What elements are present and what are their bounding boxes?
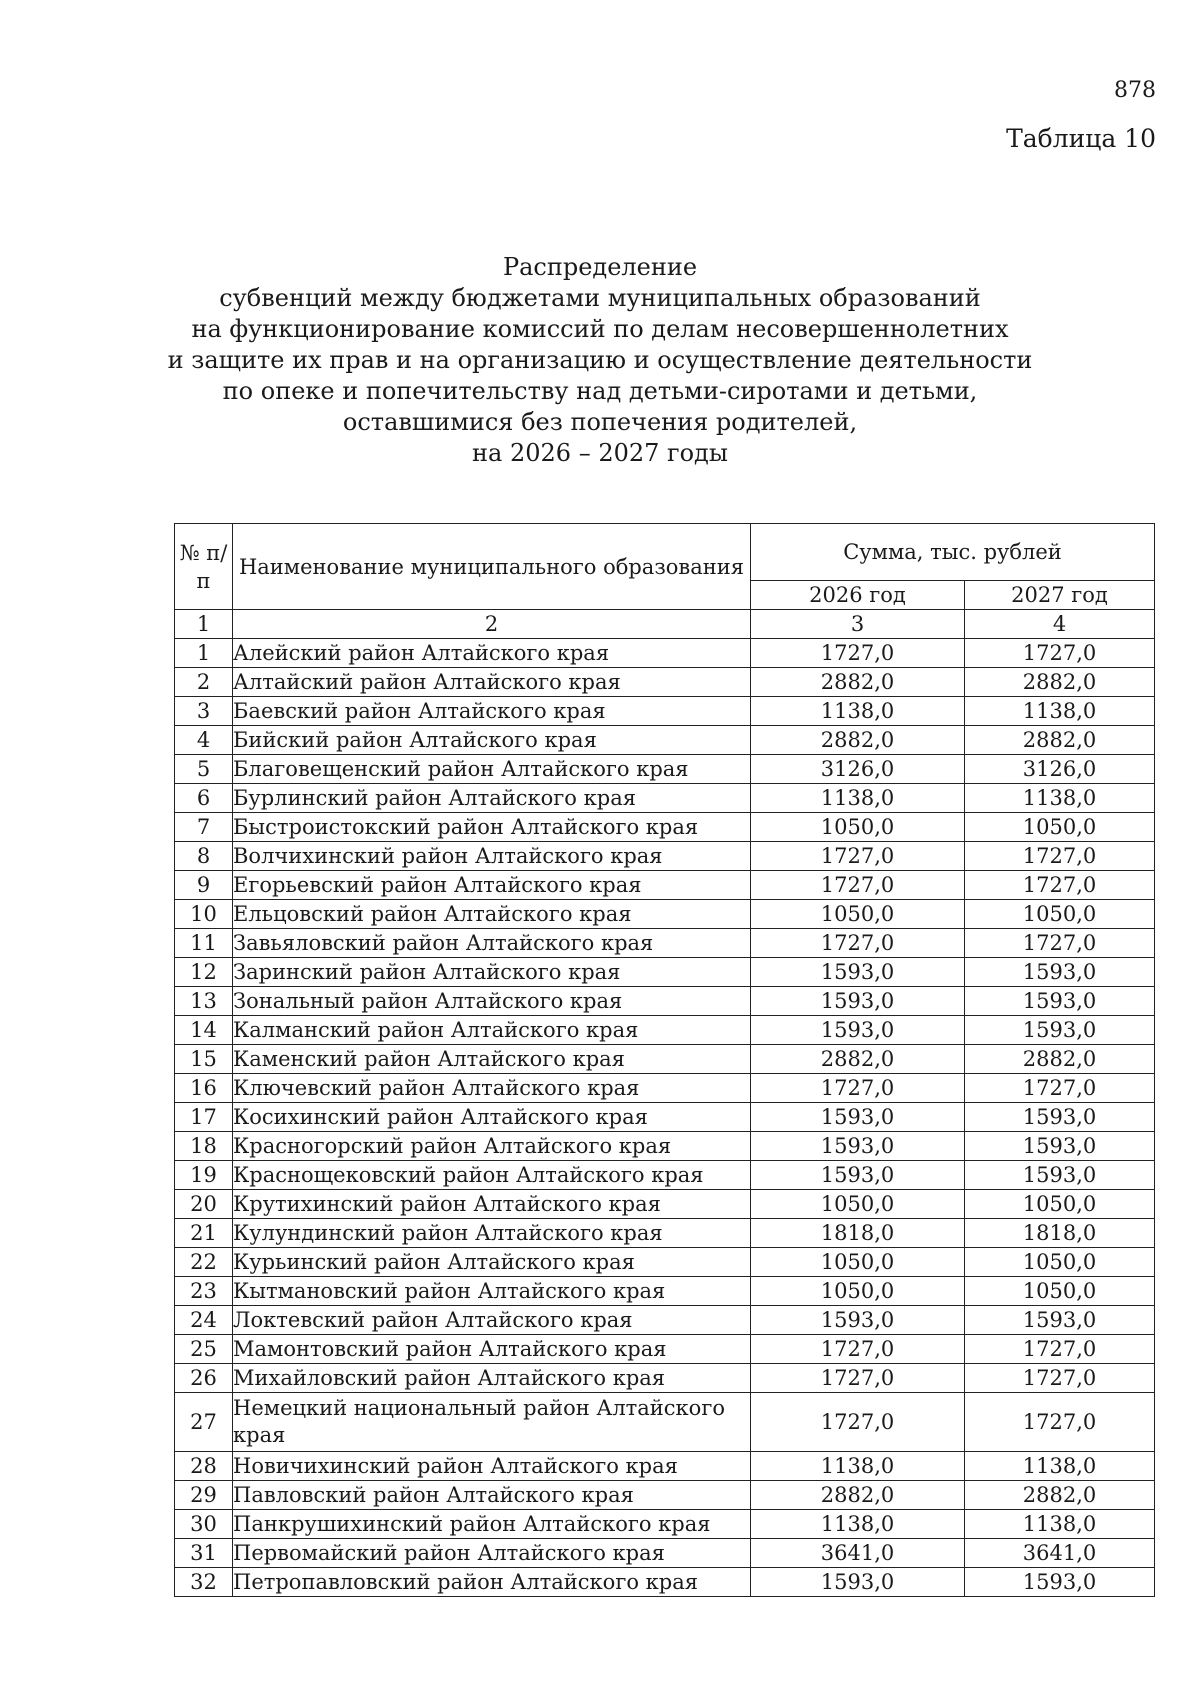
table-row <box>175 1481 1155 1510</box>
amount-2027: 1050,0 <box>965 900 1155 929</box>
amount-2027: 1593,0 <box>965 1306 1155 1335</box>
amount-2026: 1727,0 <box>751 1074 965 1103</box>
amount-2026: 1050,0 <box>751 900 965 929</box>
amount-2026: 2882,0 <box>751 1045 965 1074</box>
header-year-2026: 2026 год <box>751 581 965 610</box>
table-row <box>175 639 1155 668</box>
amount-2026: 1593,0 <box>751 1306 965 1335</box>
table-row <box>175 1364 1155 1393</box>
heading-line: оставшимися без попечения родителей, <box>342 408 858 436</box>
amount-2026: 1138,0 <box>751 697 965 726</box>
row-number: 23 <box>175 1277 233 1306</box>
municipality-name: Михайловский район Алтайского края <box>233 1364 751 1393</box>
table-row <box>175 697 1155 726</box>
amount-2026: 1050,0 <box>751 1190 965 1219</box>
row-number: 5 <box>175 755 233 784</box>
header-sum: Сумма, тыс. рублей <box>751 524 1155 581</box>
amount-2027: 1138,0 <box>965 697 1155 726</box>
row-number: 21 <box>175 1219 233 1248</box>
amount-2026: 1727,0 <box>751 871 965 900</box>
row-number: 25 <box>175 1335 233 1364</box>
table-row <box>175 1277 1155 1306</box>
municipality-name: Алтайский район Алтайского края <box>233 668 751 697</box>
municipality-name: Бурлинский район Алтайского края <box>233 784 751 813</box>
amount-2026: 1593,0 <box>751 1568 965 1597</box>
row-number: 12 <box>175 958 233 987</box>
table-row <box>175 958 1155 987</box>
amount-2027: 1593,0 <box>965 987 1155 1016</box>
table-row <box>175 784 1155 813</box>
amount-2027: 2882,0 <box>965 668 1155 697</box>
amount-2026: 1050,0 <box>751 813 965 842</box>
amount-2027: 1727,0 <box>965 1074 1155 1103</box>
municipality-name: Мамонтовский район Алтайского края <box>233 1335 751 1364</box>
table-row <box>175 929 1155 958</box>
row-number: 9 <box>175 871 233 900</box>
municipality-name: Новичихинский район Алтайского края <box>233 1452 751 1481</box>
heading-line: по опеке и попечительству над детьми-сиротами и детьми, <box>222 377 978 405</box>
municipality-name: Крутихинский район Алтайского края <box>233 1190 751 1219</box>
municipality-name: Краснощековский район Алтайского края <box>233 1161 751 1190</box>
municipality-name: Курьинский район Алтайского края <box>233 1248 751 1277</box>
amount-2027: 1727,0 <box>965 639 1155 668</box>
row-number: 13 <box>175 987 233 1016</box>
row-number: 27 <box>175 1393 233 1452</box>
municipality-name: Кытмановский район Алтайского края <box>233 1277 751 1306</box>
amount-2026: 3126,0 <box>751 755 965 784</box>
column-number: 1 <box>175 610 233 639</box>
table-row <box>175 1568 1155 1597</box>
municipality-name: Павловский район Алтайского края <box>233 1481 751 1510</box>
document-heading <box>0 252 1200 469</box>
row-number: 16 <box>175 1074 233 1103</box>
municipality-name: Егорьевский район Алтайского края <box>233 871 751 900</box>
table-row <box>175 1248 1155 1277</box>
amount-2026: 1727,0 <box>751 1393 965 1452</box>
municipality-name: Заринский район Алтайского края <box>233 958 751 987</box>
row-number: 11 <box>175 929 233 958</box>
table-row <box>175 1335 1155 1364</box>
amount-2027: 1138,0 <box>965 784 1155 813</box>
row-number: 8 <box>175 842 233 871</box>
municipality-name: Быстроистокский район Алтайского края <box>233 813 751 842</box>
municipality-name: Петропавловский район Алтайского края <box>233 1568 751 1597</box>
table-row <box>175 726 1155 755</box>
header-name: Наименование муниципального образования <box>233 524 751 610</box>
amount-2026: 1727,0 <box>751 842 965 871</box>
amount-2027: 1727,0 <box>965 1364 1155 1393</box>
subsidy-table <box>174 523 1155 1597</box>
amount-2026: 1727,0 <box>751 639 965 668</box>
amount-2027: 1593,0 <box>965 1103 1155 1132</box>
amount-2027: 2882,0 <box>965 726 1155 755</box>
heading-line: Распределение <box>502 253 698 281</box>
amount-2026: 1818,0 <box>751 1219 965 1248</box>
amount-2027: 1593,0 <box>965 1568 1155 1597</box>
table-row <box>175 987 1155 1016</box>
amount-2026: 1593,0 <box>751 1103 965 1132</box>
row-number: 18 <box>175 1132 233 1161</box>
amount-2026: 1593,0 <box>751 1161 965 1190</box>
row-number: 32 <box>175 1568 233 1597</box>
municipality-name: Алейский район Алтайского края <box>233 639 751 668</box>
municipality-name: Косихинский район Алтайского края <box>233 1103 751 1132</box>
amount-2027: 1727,0 <box>965 929 1155 958</box>
amount-2026: 2882,0 <box>751 1481 965 1510</box>
table-row <box>175 1539 1155 1568</box>
table-row <box>175 1132 1155 1161</box>
amount-2026: 1050,0 <box>751 1248 965 1277</box>
amount-2026: 2882,0 <box>751 726 965 755</box>
amount-2026: 1593,0 <box>751 987 965 1016</box>
amount-2027: 1727,0 <box>965 1393 1155 1452</box>
amount-2027: 2882,0 <box>965 1045 1155 1074</box>
row-number: 3 <box>175 697 233 726</box>
table-row <box>175 1510 1155 1539</box>
municipality-name: Каменский район Алтайского края <box>233 1045 751 1074</box>
row-number: 19 <box>175 1161 233 1190</box>
table-row <box>175 1190 1155 1219</box>
heading-line: и защите их прав и на организацию и осуществление деятельности <box>167 346 1033 374</box>
table-row <box>175 842 1155 871</box>
row-number: 4 <box>175 726 233 755</box>
amount-2026: 1050,0 <box>751 1277 965 1306</box>
amount-2026: 1593,0 <box>751 1132 965 1161</box>
column-number: 4 <box>965 610 1155 639</box>
amount-2027: 1593,0 <box>965 958 1155 987</box>
municipality-name: Волчихинский район Алтайского края <box>233 842 751 871</box>
amount-2027: 1818,0 <box>965 1219 1155 1248</box>
table-label: Таблица 10 <box>1006 124 1156 153</box>
municipality-name: Баевский район Алтайского края <box>233 697 751 726</box>
amount-2027: 1138,0 <box>965 1510 1155 1539</box>
table-row <box>175 813 1155 842</box>
amount-2027: 3126,0 <box>965 755 1155 784</box>
amount-2027: 1727,0 <box>965 842 1155 871</box>
municipality-name: Ельцовский район Алтайского края <box>233 900 751 929</box>
heading-line: на функционирование комиссий по делам несовершеннолетних <box>191 315 1009 343</box>
row-number: 10 <box>175 900 233 929</box>
table-row <box>175 1074 1155 1103</box>
table-row <box>175 1161 1155 1190</box>
heading-line: субвенций между бюджетами муниципальных образований <box>219 284 981 312</box>
row-number: 15 <box>175 1045 233 1074</box>
row-number: 6 <box>175 784 233 813</box>
municipality-name: Немецкий национальный район Алтайского края <box>233 1393 751 1452</box>
header-num: № п/п <box>175 524 233 610</box>
row-number: 20 <box>175 1190 233 1219</box>
amount-2027: 1593,0 <box>965 1016 1155 1045</box>
municipality-name: Зональный район Алтайского края <box>233 987 751 1016</box>
header-year-2027: 2027 год <box>965 581 1155 610</box>
column-number: 2 <box>233 610 751 639</box>
municipality-name: Ключевский район Алтайского края <box>233 1074 751 1103</box>
amount-2027: 2882,0 <box>965 1481 1155 1510</box>
table-row <box>175 755 1155 784</box>
amount-2027: 1727,0 <box>965 871 1155 900</box>
table-header-row <box>175 524 1155 581</box>
table-row <box>175 1045 1155 1074</box>
municipality-name: Красногорский район Алтайского края <box>233 1132 751 1161</box>
amount-2026: 1727,0 <box>751 929 965 958</box>
amount-2026: 1138,0 <box>751 1452 965 1481</box>
amount-2026: 1727,0 <box>751 1364 965 1393</box>
row-number: 28 <box>175 1452 233 1481</box>
amount-2027: 1727,0 <box>965 1335 1155 1364</box>
table-row <box>175 1219 1155 1248</box>
table-row <box>175 1016 1155 1045</box>
amount-2026: 1593,0 <box>751 1016 965 1045</box>
municipality-name: Калманский район Алтайского края <box>233 1016 751 1045</box>
amount-2027: 1138,0 <box>965 1452 1155 1481</box>
row-number: 26 <box>175 1364 233 1393</box>
amount-2027: 1050,0 <box>965 1248 1155 1277</box>
amount-2026: 2882,0 <box>751 668 965 697</box>
column-number-row <box>175 610 1155 639</box>
row-number: 29 <box>175 1481 233 1510</box>
table-row <box>175 871 1155 900</box>
table-row <box>175 1306 1155 1335</box>
municipality-name: Первомайский район Алтайского края <box>233 1539 751 1568</box>
page-number: 878 <box>1114 78 1156 103</box>
heading-line: на 2026 – 2027 годы <box>472 439 728 467</box>
municipality-name: Благовещенский район Алтайского края <box>233 755 751 784</box>
amount-2026: 3641,0 <box>751 1539 965 1568</box>
row-number: 1 <box>175 639 233 668</box>
row-number: 7 <box>175 813 233 842</box>
row-number: 2 <box>175 668 233 697</box>
municipality-name: Панкрушихинский район Алтайского края <box>233 1510 751 1539</box>
amount-2027: 1050,0 <box>965 1277 1155 1306</box>
table-row <box>175 900 1155 929</box>
amount-2026: 1138,0 <box>751 1510 965 1539</box>
amount-2027: 1050,0 <box>965 813 1155 842</box>
row-number: 17 <box>175 1103 233 1132</box>
municipality-name: Завьяловский район Алтайского края <box>233 929 751 958</box>
municipality-name: Кулундинский район Алтайского края <box>233 1219 751 1248</box>
amount-2027: 3641,0 <box>965 1539 1155 1568</box>
amount-2027: 1593,0 <box>965 1132 1155 1161</box>
table-row <box>175 1393 1155 1452</box>
municipality-name: Бийский район Алтайского края <box>233 726 751 755</box>
amount-2026: 1727,0 <box>751 1335 965 1364</box>
row-number: 22 <box>175 1248 233 1277</box>
row-number: 24 <box>175 1306 233 1335</box>
amount-2026: 1138,0 <box>751 784 965 813</box>
municipality-name: Локтевский район Алтайского края <box>233 1306 751 1335</box>
row-number: 14 <box>175 1016 233 1045</box>
amount-2027: 1050,0 <box>965 1190 1155 1219</box>
table-row <box>175 1103 1155 1132</box>
amount-2026: 1593,0 <box>751 958 965 987</box>
amount-2027: 1593,0 <box>965 1161 1155 1190</box>
table-row <box>175 1452 1155 1481</box>
column-number: 3 <box>751 610 965 639</box>
row-number: 31 <box>175 1539 233 1568</box>
row-number: 30 <box>175 1510 233 1539</box>
table-row <box>175 668 1155 697</box>
